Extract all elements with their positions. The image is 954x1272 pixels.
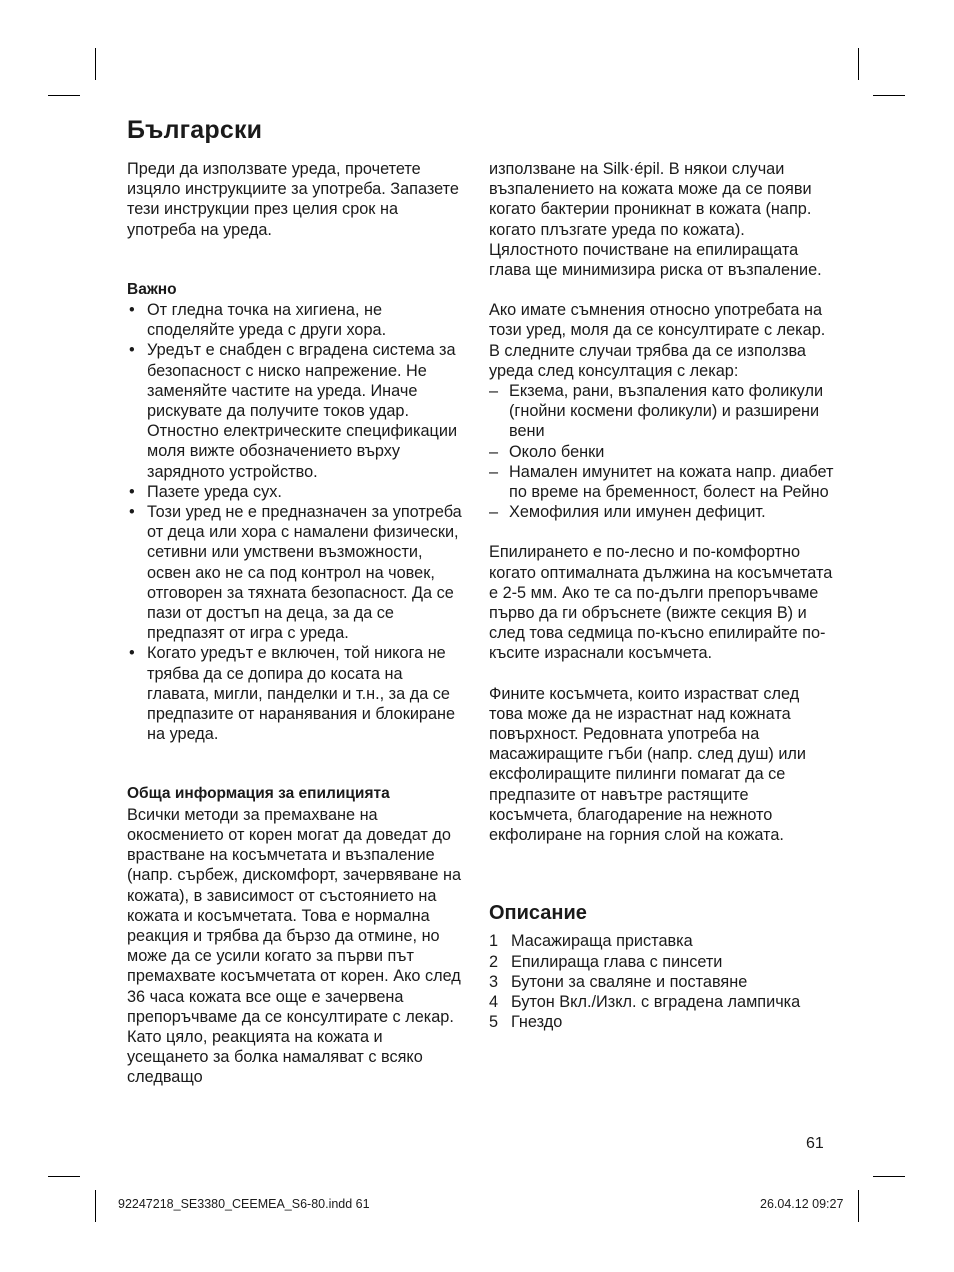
left-column [127,159,467,1088]
list-item: 4 Бутон Вкл./Изкл. с вградена лампичка [489,992,801,1011]
page-number: 61 [806,1135,824,1152]
list-item: • От гледна точка на хигиена, не споделяйте уреда с други хора. [127,300,467,340]
description-list [489,931,834,1032]
list-item: • Този уред не е предназначен за употреба от деца или хора с намалени физически, сетивни или умствени възможности, освен ако не са под контрол на човек, отговорен за тяхната безопасност. Да се пази от достъп на деца, за да се предпазят от игра с уреда. [127,502,467,643]
list-item: 2 Епилираща глава с пинсети [489,952,723,971]
list-item: • Пазете уреда сух. [127,482,467,502]
crop-mark [873,95,905,96]
crop-mark [95,48,96,80]
footer-file-info: 92247218_SE3380_CEEMEA_S6-80.indd 61 [118,1197,370,1211]
crop-mark [858,1190,859,1222]
page-title: Български [127,116,263,144]
list-item: – Екзема, рани, възпаления като фоликули (гнойни космени фоликули) и разширени вени [489,381,834,442]
list-item: • Уредът е снабден с вградена система за безопасност с ниско напрежение. Не заменяйте частите на уреда. Иначе рискувате да получите токов удар. Отностно електрическите спецификации моля вижте обозначението върху зарядното устройство. [127,340,467,481]
crop-mark [873,1176,905,1177]
general-paragraph: Всички методи за премахване на окосмението от корен могат да доведат до врастване на косъмчетата и възпаление (напр. сърбеж, дискомфорт, зачервяване на кожата), в зависимост от състоянието на кожата и косъмчетата. Това е нормална реакция и трябва да бързо да отмине, но може да се усили когато за първи път премахвате косъмчетата от корен. Ако след 36 часа кожата все още е зачервена препоръчваме да се консултирате с лекар. Като цяло, реакцията на кожата и усещането за болка намаляват с всяко следващо [127,805,462,1087]
right-column [489,159,834,1032]
fine-hair-paragraph: Фините косъмчета, които израстват след това може да не израстнат над кожната повърхност. Редовната употреба на масажиращите гъби (напр. след душ) или ексфолиращите пилинги помагат да се предпазите от навътре растящите косъмчета, благодарение на нежното екфолиране на горния слой на кожата. [489,684,807,845]
important-heading: Важно [127,280,177,298]
intro-paragraph: Преди да използвате уреда, прочетете изцяло инструкциите за употреба. Запазете тези инструкции през целия срок на употреба на уреда. [127,160,459,239]
crop-mark [48,1176,80,1177]
description-heading: Описание [489,902,587,925]
crop-mark [48,95,80,96]
crop-mark [95,1190,96,1222]
hair-length-paragraph: Епилирането е по-лесно и по-комфортно когато оптималната дължина на косъмчетата е 2-5 мм. Ако те са по-дълги препоръчваме първо да ги обръснете (вижте секция B) и след това седмица по-късно епилирайте по-късите израснали косъмчета. [489,543,833,663]
list-item: – Намален имунитет на кожата напр. диабет по време на бременност, болест на Рейно [489,462,834,502]
footer-timestamp: 26.04.12 09:27 [760,1197,844,1211]
list-item: 3 Бутони за сваляне и поставяне [489,972,748,991]
consult-list [489,381,834,522]
list-item: 1 Масажираща приставка [489,932,693,951]
list-item: 5 Гнездо [489,1013,563,1032]
important-list [127,300,467,744]
consult-paragraph: Ако имате съмнения относно употребата на този уред, моля да се консултирате с лекар. В следните случаи трябва да се използва уреда след консултация с лекар: [489,301,826,380]
list-item: – Хемофилия или имунен дефицит. [489,502,834,522]
crop-mark [858,48,859,80]
general-heading: Обща информация за епилицията [127,785,390,803]
list-item: – Около бенки [489,442,834,462]
general-paragraph-continued: използване на Silk·épil. В някои случаи възпалението на кожата може да се появи когато бактерии проникнат в кожата (напр. когато плъзгате уреда по кожата). Цялостното почистване на епилиращата глава ще минимизира риска от възпаление. [489,160,822,280]
list-item: • Когато уредът е включен, той никога не трябва да се допира до косата на главата, мигли, панделки и т.н., за да се предпазите от наранявания и блокиране на уреда. [127,643,467,744]
